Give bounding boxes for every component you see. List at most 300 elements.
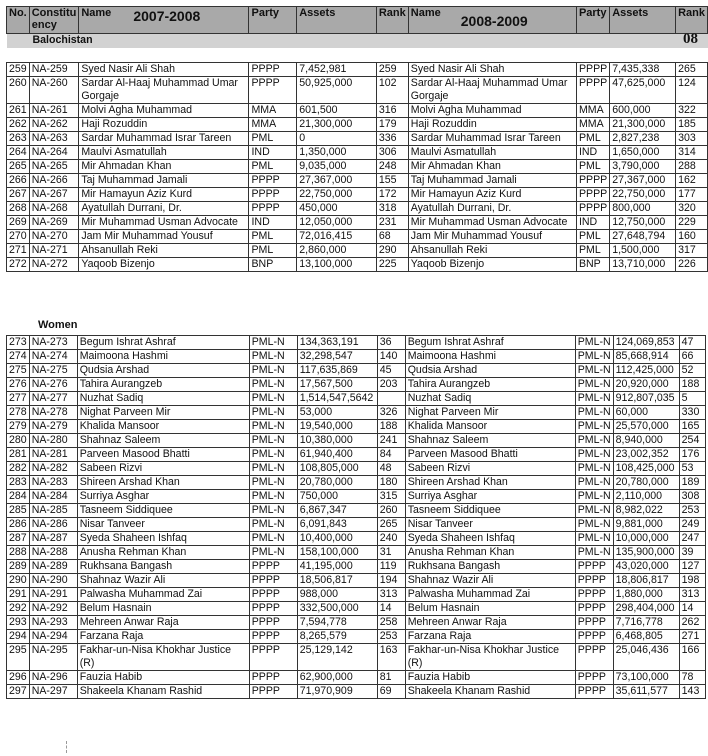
cell-assets-2007: 13,100,000 bbox=[297, 258, 377, 272]
cell-assets-2008: 1,650,000 bbox=[610, 146, 676, 160]
cell-assets-2007: 6,091,843 bbox=[297, 518, 377, 532]
table-row bbox=[7, 518, 706, 532]
cell-name-2008: Ayatullah Durrani, Dr. bbox=[408, 202, 576, 216]
cell-name-2008: Palwasha Muhammad Zai bbox=[405, 588, 575, 602]
women-body bbox=[7, 336, 706, 699]
cell-assets-2008: 7,716,778 bbox=[613, 616, 679, 630]
cell-name-2007: Yaqoob Bizenjo bbox=[79, 258, 249, 272]
header-name-2007-label: Name bbox=[81, 7, 112, 19]
cell-rank-2008: 14 bbox=[679, 602, 705, 616]
cell-constituency: NA-272 bbox=[29, 258, 79, 272]
cell-no: 260 bbox=[7, 77, 30, 104]
cell-rank-2007: 248 bbox=[376, 160, 408, 174]
table-row bbox=[7, 230, 708, 244]
cell-party-2008: PPPP bbox=[575, 588, 613, 602]
cell-rank-2008: 198 bbox=[679, 574, 705, 588]
cell-party-2008: PML-N bbox=[575, 420, 613, 434]
cell-no: 265 bbox=[7, 160, 30, 174]
table-row bbox=[7, 588, 706, 602]
balochistan-body bbox=[7, 63, 708, 272]
table-row bbox=[7, 146, 708, 160]
cell-assets-2008: 912,807,035 bbox=[613, 392, 679, 406]
cell-constituency: NA-259 bbox=[29, 63, 79, 77]
cell-assets-2008: 6,468,805 bbox=[613, 630, 679, 644]
cell-party-2007: PPPP bbox=[249, 560, 297, 574]
cell-name-2007: Ayatullah Durrani, Dr. bbox=[79, 202, 249, 216]
cell-party-2008: PPPP bbox=[575, 560, 613, 574]
cell-name-2008: Mehreen Anwar Raja bbox=[405, 616, 575, 630]
header-constituency: Constitu ency bbox=[29, 7, 79, 34]
cell-rank-2008: 249 bbox=[679, 518, 705, 532]
cell-party-2008: BNP bbox=[576, 258, 609, 272]
cell-constituency: NA-295 bbox=[29, 644, 77, 671]
cell-name-2008: Mir Ahmadan Khan bbox=[408, 160, 576, 174]
cell-rank-2007: 240 bbox=[377, 532, 405, 546]
table-row bbox=[7, 188, 708, 202]
cell-assets-2008: 8,982,022 bbox=[613, 504, 679, 518]
cell-assets-2007: 17,567,500 bbox=[297, 378, 377, 392]
cell-constituency: NA-297 bbox=[29, 685, 77, 699]
cell-rank-2007: 172 bbox=[376, 188, 408, 202]
cell-rank-2007: 260 bbox=[377, 504, 405, 518]
cell-constituency: NA-274 bbox=[29, 350, 77, 364]
cell-name-2007: Mir Ahmadan Khan bbox=[79, 160, 249, 174]
table-row bbox=[7, 685, 706, 699]
table-row bbox=[7, 574, 706, 588]
table-row bbox=[7, 77, 708, 104]
cell-party-2008: PML-N bbox=[575, 532, 613, 546]
cell-assets-2008: 1,500,000 bbox=[610, 244, 676, 258]
cell-constituency: NA-291 bbox=[29, 588, 77, 602]
cell-assets-2007: 71,970,909 bbox=[297, 685, 377, 699]
cell-assets-2007: 108,805,000 bbox=[297, 462, 377, 476]
header-name-2008-label: Name bbox=[410, 7, 441, 19]
cell-rank-2007: 31 bbox=[377, 546, 405, 560]
table-row bbox=[7, 160, 708, 174]
cell-assets-2008: 60,000 bbox=[613, 406, 679, 420]
cell-name-2007: Surriya Asghar bbox=[77, 490, 249, 504]
cell-name-2007: Begum Ishrat Ashraf bbox=[77, 336, 249, 350]
cell-party-2007: MMA bbox=[249, 118, 297, 132]
cell-party-2008: MMA bbox=[576, 104, 609, 118]
table-row bbox=[7, 132, 708, 146]
cell-party-2007: PML-N bbox=[249, 490, 297, 504]
cell-party-2007: PML-N bbox=[249, 378, 297, 392]
header-name-2007 bbox=[79, 7, 249, 34]
section-label-women: Women bbox=[38, 319, 78, 331]
spacer-row bbox=[7, 48, 708, 63]
cell-party-2007: IND bbox=[249, 216, 297, 230]
cell-rank-2007: 163 bbox=[377, 644, 405, 671]
cell-rank-2007: 119 bbox=[377, 560, 405, 574]
cell-assets-2007: 53,000 bbox=[297, 406, 377, 420]
cell-assets-2007: 12,050,000 bbox=[297, 216, 377, 230]
cell-no: 285 bbox=[7, 504, 30, 518]
cell-name-2007: Rukhsana Bangash bbox=[77, 560, 249, 574]
cell-rank-2007: 36 bbox=[377, 336, 405, 350]
cell-party-2008: PML-N bbox=[575, 476, 613, 490]
cell-constituency: NA-268 bbox=[29, 202, 79, 216]
cell-assets-2008: 13,710,000 bbox=[610, 258, 676, 272]
cell-party-2007: PPPP bbox=[249, 630, 297, 644]
cell-name-2007: Nighat Parveen Mir bbox=[77, 406, 249, 420]
cell-assets-2008: 25,570,000 bbox=[613, 420, 679, 434]
section-label-balochistan: Balochistan bbox=[32, 34, 93, 46]
cell-party-2007: PML-N bbox=[249, 336, 297, 350]
cell-party-2007: PPPP bbox=[249, 188, 297, 202]
cell-name-2007: Shireen Arshad Khan bbox=[77, 476, 249, 490]
cell-rank-2008: 176 bbox=[679, 448, 705, 462]
cell-no: 277 bbox=[7, 392, 30, 406]
women-table bbox=[6, 335, 706, 699]
cell-name-2007: Sardar Al-Haaj Muhammad Umar Gorgaje bbox=[79, 77, 249, 104]
cell-party-2007: PML-N bbox=[249, 420, 297, 434]
cell-name-2007: Fakhar-un-Nisa Khokhar Justice (R) bbox=[77, 644, 249, 671]
cell-no: 278 bbox=[7, 406, 30, 420]
cell-no: 279 bbox=[7, 420, 30, 434]
table-row bbox=[7, 364, 706, 378]
cell-name-2007: Anusha Rehman Khan bbox=[77, 546, 249, 560]
cell-constituency: NA-283 bbox=[29, 476, 77, 490]
cell-party-2007: PML-N bbox=[249, 462, 297, 476]
cell-constituency: NA-292 bbox=[29, 602, 77, 616]
cell-party-2008: PML-N bbox=[575, 392, 613, 406]
cell-name-2007: Nisar Tanveer bbox=[77, 518, 249, 532]
cell-party-2008: PML-N bbox=[575, 490, 613, 504]
cell-assets-2007: 1,514,547,5642 bbox=[297, 392, 377, 406]
table-row bbox=[7, 434, 706, 448]
cell-assets-2008: 47,625,000 bbox=[610, 77, 676, 104]
table-row bbox=[7, 560, 706, 574]
cell-rank-2007: 179 bbox=[376, 118, 408, 132]
cell-no: 272 bbox=[7, 258, 30, 272]
cell-rank-2008: 52 bbox=[679, 364, 705, 378]
table-row bbox=[7, 630, 706, 644]
cell-rank-2007: 316 bbox=[376, 104, 408, 118]
cell-no: 262 bbox=[7, 118, 30, 132]
cell-assets-2007: 6,867,347 bbox=[297, 504, 377, 518]
cell-assets-2008: 20,780,000 bbox=[613, 476, 679, 490]
cell-party-2008: PPPP bbox=[575, 685, 613, 699]
section-row-balochistan bbox=[7, 34, 708, 49]
cell-assets-2008: 298,404,000 bbox=[613, 602, 679, 616]
cell-assets-2008: 27,367,000 bbox=[610, 174, 676, 188]
cell-name-2007: Tahira Aurangzeb bbox=[77, 378, 249, 392]
cell-no: 267 bbox=[7, 188, 30, 202]
cell-no: 283 bbox=[7, 476, 30, 490]
cell-name-2007: Shahnaz Wazir Ali bbox=[77, 574, 249, 588]
cell-assets-2008: 23,002,352 bbox=[613, 448, 679, 462]
cell-party-2008: PML-N bbox=[575, 378, 613, 392]
cell-assets-2008: 25,046,436 bbox=[613, 644, 679, 671]
cell-constituency: NA-277 bbox=[29, 392, 77, 406]
cell-rank-2008: 317 bbox=[676, 244, 708, 258]
cell-no: 281 bbox=[7, 448, 30, 462]
cell-rank-2007: 69 bbox=[377, 685, 405, 699]
cell-assets-2008: 124,069,853 bbox=[613, 336, 679, 350]
cell-rank-2008: 160 bbox=[676, 230, 708, 244]
cell-constituency: NA-271 bbox=[29, 244, 79, 258]
cell-party-2007: PML-N bbox=[249, 518, 297, 532]
cell-name-2008: Fakhar-un-Nisa Khokhar Justice (R) bbox=[405, 644, 575, 671]
cell-party-2008: PPPP bbox=[575, 574, 613, 588]
cell-name-2007: Maulvi Asmatullah bbox=[79, 146, 249, 160]
cell-party-2008: PPPP bbox=[575, 602, 613, 616]
cell-name-2008: Syed Nasir Ali Shah bbox=[408, 63, 576, 77]
cell-name-2007: Jam Mir Muhammad Yousuf bbox=[79, 230, 249, 244]
cell-no: 294 bbox=[7, 630, 30, 644]
header-assets-2008: Assets bbox=[610, 7, 676, 34]
cell-no: 266 bbox=[7, 174, 30, 188]
cell-name-2008: Shakeela Khanam Rashid bbox=[405, 685, 575, 699]
cell-name-2008: Tahira Aurangzeb bbox=[405, 378, 575, 392]
cell-rank-2007: 203 bbox=[377, 378, 405, 392]
cell-rank-2008: 226 bbox=[676, 258, 708, 272]
cell-no: 270 bbox=[7, 230, 30, 244]
cell-rank-2007: 290 bbox=[376, 244, 408, 258]
table-row bbox=[7, 490, 706, 504]
cell-assets-2007: 50,925,000 bbox=[297, 77, 377, 104]
cell-assets-2008: 85,668,914 bbox=[613, 350, 679, 364]
cell-name-2007: Shakeela Khanam Rashid bbox=[77, 685, 249, 699]
cell-name-2008: Khalida Mansoor bbox=[405, 420, 575, 434]
cell-assets-2008: 7,435,338 bbox=[610, 63, 676, 77]
cell-party-2008: PML-N bbox=[575, 518, 613, 532]
cut-mark bbox=[66, 741, 68, 753]
cell-constituency: NA-267 bbox=[29, 188, 79, 202]
cell-name-2007: Nuzhat Sadiq bbox=[77, 392, 249, 406]
cell-party-2007: MMA bbox=[249, 104, 297, 118]
cell-no: 296 bbox=[7, 671, 30, 685]
balochistan-table bbox=[6, 6, 708, 272]
cell-constituency: NA-260 bbox=[29, 77, 79, 104]
header-year-2008: 2008-2009 bbox=[460, 13, 528, 29]
table-row bbox=[7, 448, 706, 462]
header-assets-2007: Assets bbox=[297, 7, 377, 34]
cell-rank-2008: 330 bbox=[679, 406, 705, 420]
cell-constituency: NA-282 bbox=[29, 462, 77, 476]
cell-name-2007: Syed Nasir Ali Shah bbox=[79, 63, 249, 77]
cell-party-2008: PML-N bbox=[575, 434, 613, 448]
cell-rank-2008: 39 bbox=[679, 546, 705, 560]
cell-no: 286 bbox=[7, 518, 30, 532]
cell-rank-2007: 155 bbox=[376, 174, 408, 188]
cell-rank-2008: 322 bbox=[676, 104, 708, 118]
cell-party-2007: PML-N bbox=[249, 546, 297, 560]
cell-constituency: NA-269 bbox=[29, 216, 79, 230]
cell-party-2008: PML bbox=[576, 132, 609, 146]
cell-assets-2007: 27,367,000 bbox=[297, 174, 377, 188]
cell-rank-2007: 102 bbox=[376, 77, 408, 104]
cell-name-2007: Ahsanullah Reki bbox=[79, 244, 249, 258]
cell-rank-2008: 288 bbox=[676, 160, 708, 174]
cell-party-2007: PPPP bbox=[249, 685, 297, 699]
table-row bbox=[7, 350, 706, 364]
cell-no: 261 bbox=[7, 104, 30, 118]
cell-name-2008: Haji Rozuddin bbox=[408, 118, 576, 132]
cell-constituency: NA-278 bbox=[29, 406, 77, 420]
table-row bbox=[7, 63, 708, 77]
cell-name-2008: Parveen Masood Bhatti bbox=[405, 448, 575, 462]
cell-no: 271 bbox=[7, 244, 30, 258]
cell-rank-2008: 229 bbox=[676, 216, 708, 230]
cell-constituency: NA-273 bbox=[29, 336, 77, 350]
cell-assets-2008: 10,000,000 bbox=[613, 532, 679, 546]
header-rank-2008: Rank bbox=[676, 7, 708, 34]
cell-assets-2008: 73,100,000 bbox=[613, 671, 679, 685]
cell-rank-2007: 258 bbox=[377, 616, 405, 630]
cell-name-2008: Surriya Asghar bbox=[405, 490, 575, 504]
cell-rank-2007: 84 bbox=[377, 448, 405, 462]
cell-assets-2007: 10,400,000 bbox=[297, 532, 377, 546]
cell-name-2007: Parveen Masood Bhatti bbox=[77, 448, 249, 462]
cell-rank-2008: 262 bbox=[679, 616, 705, 630]
cell-assets-2007: 2,860,000 bbox=[297, 244, 377, 258]
cell-no: 273 bbox=[7, 336, 30, 350]
table-row bbox=[7, 616, 706, 630]
cell-rank-2008: 271 bbox=[679, 630, 705, 644]
cell-assets-2007: 61,940,400 bbox=[297, 448, 377, 462]
cell-assets-2007: 158,100,000 bbox=[297, 546, 377, 560]
cell-party-2008: IND bbox=[576, 216, 609, 230]
cell-rank-2007: 241 bbox=[377, 434, 405, 448]
table-row bbox=[7, 644, 706, 671]
cell-assets-2007: 988,000 bbox=[297, 588, 377, 602]
cell-name-2008: Shahnaz Saleem bbox=[405, 434, 575, 448]
cell-no: 288 bbox=[7, 546, 30, 560]
cell-no: 282 bbox=[7, 462, 30, 476]
cell-constituency: NA-262 bbox=[29, 118, 79, 132]
cell-rank-2008: 265 bbox=[676, 63, 708, 77]
cell-party-2008: PML-N bbox=[575, 448, 613, 462]
cell-party-2007: PPPP bbox=[249, 63, 297, 77]
cell-assets-2007: 72,016,415 bbox=[297, 230, 377, 244]
cell-name-2007: Mehreen Anwar Raja bbox=[77, 616, 249, 630]
table-row bbox=[7, 336, 706, 350]
cell-rank-2007: 188 bbox=[377, 420, 405, 434]
cell-rank-2007: 194 bbox=[377, 574, 405, 588]
cell-constituency: NA-264 bbox=[29, 146, 79, 160]
cell-constituency: NA-265 bbox=[29, 160, 79, 174]
cell-party-2007: PML-N bbox=[249, 532, 297, 546]
cell-assets-2007: 20,780,000 bbox=[297, 476, 377, 490]
cell-party-2008: IND bbox=[576, 146, 609, 160]
cell-assets-2008: 35,611,577 bbox=[613, 685, 679, 699]
cell-name-2008: Qudsia Arshad bbox=[405, 364, 575, 378]
cell-rank-2008: 177 bbox=[676, 188, 708, 202]
cell-rank-2008: 320 bbox=[676, 202, 708, 216]
cell-rank-2008: 308 bbox=[679, 490, 705, 504]
cell-party-2008: PPPP bbox=[575, 630, 613, 644]
table-row bbox=[7, 602, 706, 616]
cell-assets-2008: 20,920,000 bbox=[613, 378, 679, 392]
cell-party-2007: PML-N bbox=[249, 406, 297, 420]
cell-name-2007: Qudsia Arshad bbox=[77, 364, 249, 378]
cell-assets-2008: 8,940,000 bbox=[613, 434, 679, 448]
cell-assets-2008: 600,000 bbox=[610, 104, 676, 118]
cell-rank-2008: 253 bbox=[679, 504, 705, 518]
cell-no: 269 bbox=[7, 216, 30, 230]
cell-party-2007: PML bbox=[249, 160, 297, 174]
cell-party-2008: PPPP bbox=[575, 644, 613, 671]
cell-name-2008: Anusha Rehman Khan bbox=[405, 546, 575, 560]
cell-assets-2007: 0 bbox=[297, 132, 377, 146]
page-number: 08 bbox=[683, 31, 698, 47]
cell-assets-2007: 18,506,817 bbox=[297, 574, 377, 588]
cell-party-2008: PPPP bbox=[576, 63, 609, 77]
cell-name-2008: Belum Hasnain bbox=[405, 602, 575, 616]
cell-name-2008: Tasneem Siddiquee bbox=[405, 504, 575, 518]
cell-no: 276 bbox=[7, 378, 30, 392]
cell-rank-2007: 14 bbox=[377, 602, 405, 616]
cell-assets-2008: 1,880,000 bbox=[613, 588, 679, 602]
cell-assets-2007: 25,129,142 bbox=[297, 644, 377, 671]
cell-name-2007: Maimoona Hashmi bbox=[77, 350, 249, 364]
cell-constituency: NA-284 bbox=[29, 490, 77, 504]
cell-assets-2008: 27,648,794 bbox=[610, 230, 676, 244]
table-row bbox=[7, 104, 708, 118]
cell-rank-2008: 5 bbox=[679, 392, 705, 406]
cell-name-2007: Haji Rozuddin bbox=[79, 118, 249, 132]
cell-name-2008: Nighat Parveen Mir bbox=[405, 406, 575, 420]
table-header-row bbox=[7, 7, 708, 34]
cell-rank-2008: 162 bbox=[676, 174, 708, 188]
cell-rank-2008: 185 bbox=[676, 118, 708, 132]
cell-assets-2008: 112,425,000 bbox=[613, 364, 679, 378]
table-row bbox=[7, 406, 706, 420]
header-no: No. bbox=[7, 7, 30, 34]
cell-rank-2007: 326 bbox=[377, 406, 405, 420]
cell-assets-2008: 43,020,000 bbox=[613, 560, 679, 574]
cell-rank-2008: 66 bbox=[679, 350, 705, 364]
cell-name-2007: Belum Hasnain bbox=[77, 602, 249, 616]
cell-name-2008: Farzana Raja bbox=[405, 630, 575, 644]
cell-no: 280 bbox=[7, 434, 30, 448]
cell-assets-2007: 41,195,000 bbox=[297, 560, 377, 574]
table-row bbox=[7, 462, 706, 476]
cell-assets-2007: 450,000 bbox=[297, 202, 377, 216]
table-row bbox=[7, 258, 708, 272]
table-row bbox=[7, 118, 708, 132]
cell-party-2007: PPPP bbox=[249, 588, 297, 602]
cell-rank-2008: 314 bbox=[676, 146, 708, 160]
cell-party-2008: PPPP bbox=[576, 202, 609, 216]
cell-constituency: NA-263 bbox=[29, 132, 79, 146]
cell-party-2007: PML-N bbox=[249, 476, 297, 490]
cell-constituency: NA-280 bbox=[29, 434, 77, 448]
cell-rank-2008: 254 bbox=[679, 434, 705, 448]
cell-party-2007: PPPP bbox=[249, 574, 297, 588]
cell-rank-2007: 180 bbox=[377, 476, 405, 490]
cell-name-2007: Khalida Mansoor bbox=[77, 420, 249, 434]
table-row bbox=[7, 420, 706, 434]
cell-party-2007: PPPP bbox=[249, 202, 297, 216]
table-row bbox=[7, 378, 706, 392]
cell-rank-2008: 189 bbox=[679, 476, 705, 490]
cell-assets-2007: 10,380,000 bbox=[297, 434, 377, 448]
cell-rank-2008: 166 bbox=[679, 644, 705, 671]
cell-name-2008: Sardar Al-Haaj Muhammad Umar Gorgaje bbox=[408, 77, 576, 104]
table-row bbox=[7, 504, 706, 518]
cell-constituency: NA-286 bbox=[29, 518, 77, 532]
cell-no: 293 bbox=[7, 616, 30, 630]
cell-rank-2008: 124 bbox=[676, 77, 708, 104]
cell-party-2008: PML-N bbox=[575, 336, 613, 350]
cell-party-2007: PML bbox=[249, 244, 297, 258]
cell-party-2007: IND bbox=[249, 146, 297, 160]
header-party-2007: Party bbox=[249, 7, 297, 34]
table-row bbox=[7, 174, 708, 188]
